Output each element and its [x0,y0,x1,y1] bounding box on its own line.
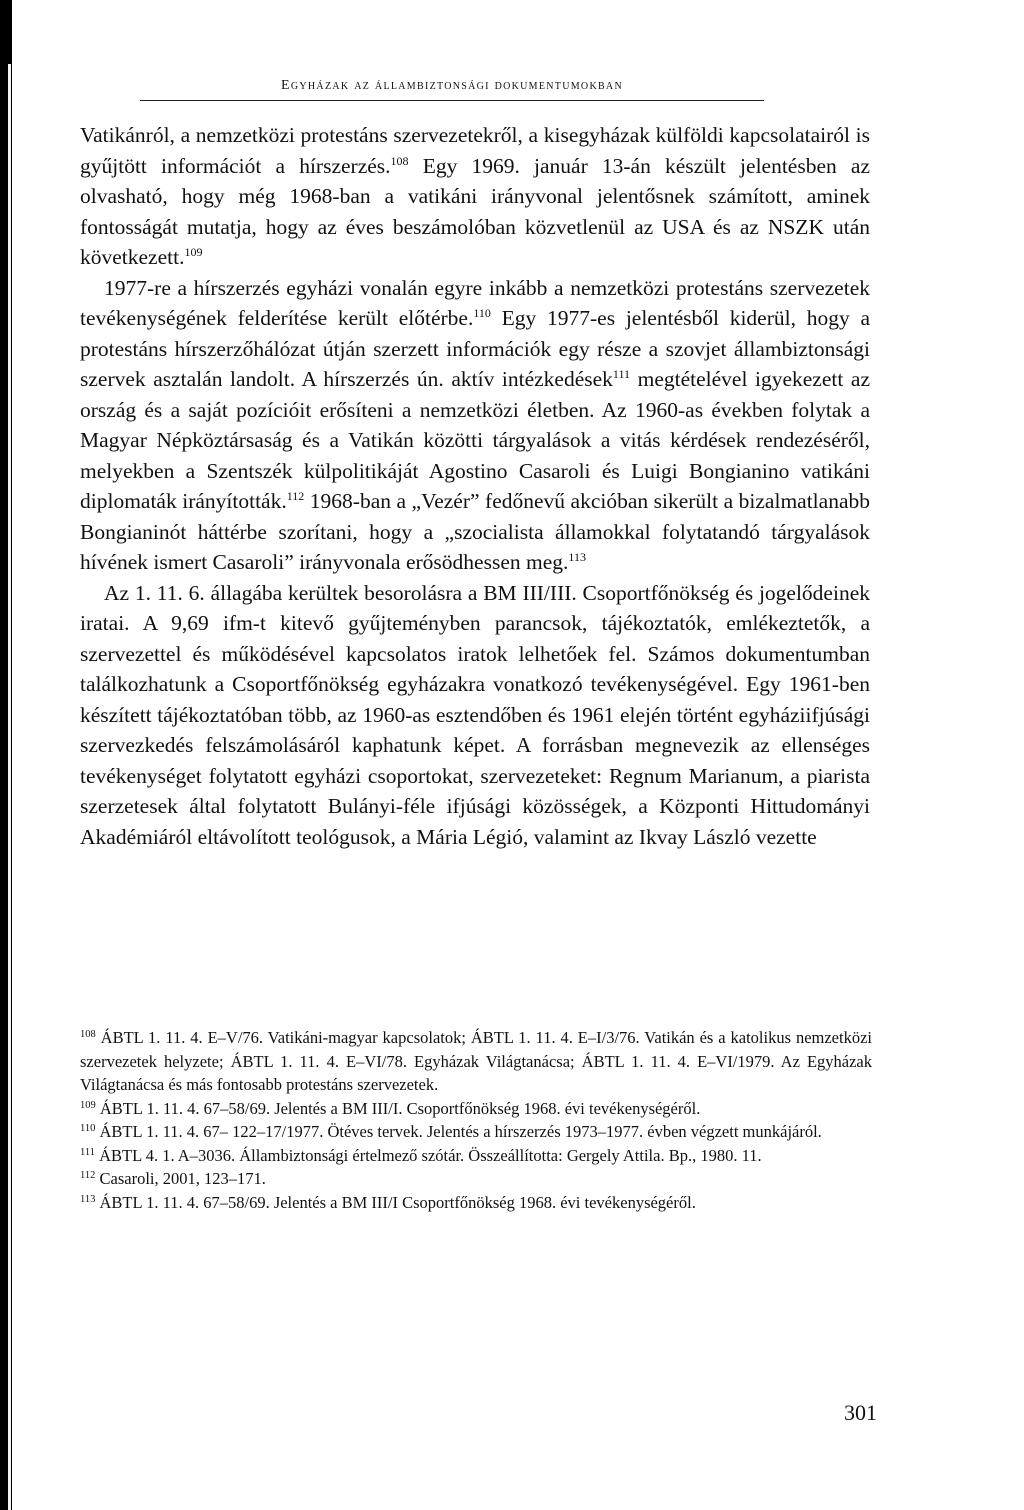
scan-edge-line [8,64,11,1510]
footnote-text: Casaroli, 2001, 123–171. [95,1169,266,1188]
footnote-item [80,1097,872,1121]
book-page [12,0,1024,1510]
footnote-text: ÁBTL 1. 11. 4. 67– 122–17/1977. Ötéves tervek. Jelentés a hírszerzés 1973–1977. évben végzett munkájáról. [95,1122,822,1141]
footnote-text: ÁBTL 1. 11. 4. 67–58/69. Jelentés a BM III/I Csoportfőnökség 1968. évi tevékenységéről. [95,1192,696,1212]
footnote-ref-110: 110 [473,306,491,320]
footnote-number: 111 [80,1146,95,1158]
page-number: 301 [844,1400,877,1425]
paragraph-1-text-a: Vatikánról, a nemzetközi protestáns szervezetekről, a kisegyházak külföldi kapcsolatairól is gyűjtött információt a hírszerzés. [80,123,870,178]
footnote-text: ÁBTL 1. 11. 4. E–V/76. Vatikáni-magyar kapcsolatok; ÁBTL 1. 11. 4. E–I/3/76. Vatikán és a katolikus nemzetközi szervezetek helyzete; ÁBTL 1. 11. 4. E–VI/78. Egyházak Világtanácsa; ÁBTL 1. 11. 4. E–VI/1979. Az Egyházak Világtanácsa és más fontosabb protestáns szervezetek. [80,1028,872,1094]
footnote-text: ÁBTL 4. 1. A–3036. Állambiztonsági értelmező szótár. Összeállította: Gergely Attila. Bp., 1980. 11. [94,1145,762,1165]
footnote-text: ÁBTL 1. 11. 4. 67–58/69. Jelentés a BM III/I. Csoportfőnökség 1968. évi tevékenységéről. [95,1098,701,1118]
footnote-ref-112: 112 [286,489,305,503]
paragraph-2-text-a: 1977-re a hírszerzés egyházi vonalán egyre inkább a nemzetközi protestáns szervezetek tevékenységének felderítése került előtérbe. [80,275,870,330]
footnote-item [80,1167,872,1191]
paragraph-2-text-b: Egy 1977-es jelentésből kiderül, hogy a protestáns hírszerzőhálózat útján szerzett információk egy része a szovjet állambiztonsági szervek asztalán landolt. A hírszerzés ún. aktív intézkedések [80,306,870,391]
paragraph-3: Az 1. 11. 6. állagába kerültek besorolásra a BM III/III. Csoportfőnökség és jogelődeinek iratai. A 9,69 ifm-t kitevő gyűjteményben parancsok, tájékoztatók, emlékeztetők, a szervezettel és működésével kapcsolatos iratok lelhetőek fel. Számos dokumentumban találkozhatunk a Csoportfőnökség egyházakra vonatkozó tevékenységével. Egy 1961-ben készített tájékoztatóban több, az 1960-as esztendőben és 1961 elején történt egyháziifjúsági szervezkedés felszámolásáról kaphatunk képet. A forrásban megnevezik az ellenséges tevékenységet folytatott egyházi csoportokat, szervezeteket: Regnum Marianum, a piarista szerzetesek által folytatott Bulányi-féle ifjúsági közösségek, a Központi Hittudományi Akadémiáról eltávolított teológusok, a Mária Légió, valamint az Ikvay László vezette [80,580,870,849]
footnote-ref-108: 108 [390,153,409,168]
paragraph-2 [80,273,870,578]
paragraph-2-text-c: megtételével igyekezett az ország és a saját pozícióit erősíteni a nemzetközi életben. Az 1960-as években folytak a Magyar Népköztársaság és a Vatikán közötti tárgyalások a vitás kérdések rendezéséről, melyekben a Szentszék külpolitikáját Agostino Casaroli és Luigi Bongianino vatikáni diplomaták irányították. [80,367,870,513]
footnote-ref-109: 109 [184,245,203,259]
footnote-ref-113: 113 [568,550,586,564]
footnote-number: 112 [80,1170,96,1181]
footnote-number: 108 [80,1029,96,1040]
paragraph-1-text-b: Egy 1969. január 13-án készült jelentésben az olvasható, hogy még 1968-ban a vatikáni irányvonal jelentősnek számított, aminek fontosságát mutatja, hogy az éves beszámolóban közvetlenül az USA és az NSZK után következett. [80,153,870,269]
footnote-number: 110 [80,1123,96,1134]
paragraph-1 [80,120,870,273]
running-title: Egyházak az állambiztonsági dokumentumokban [281,78,623,93]
footnote-item [80,1026,872,1097]
paragraph-2-text-d: 1968-ban a „Vezér” fedőnevű akcióban sikerült a bizalmatlanabb Bongianinót háttérbe szorítani, hogy a „szocialista államokkal folytatandó tárgyalások hívének ismert Casaroli” irányvonala erősödhessen meg. [80,489,870,574]
footnote-number: 109 [80,1099,96,1111]
main-text [80,120,870,852]
running-header [140,78,764,101]
footnote-number: 113 [80,1193,96,1205]
footnote-item [80,1120,872,1144]
footnote-item [80,1191,872,1215]
footnote-item [80,1144,872,1168]
footnote-ref-111: 111 [612,367,631,381]
footnotes [80,1026,872,1214]
